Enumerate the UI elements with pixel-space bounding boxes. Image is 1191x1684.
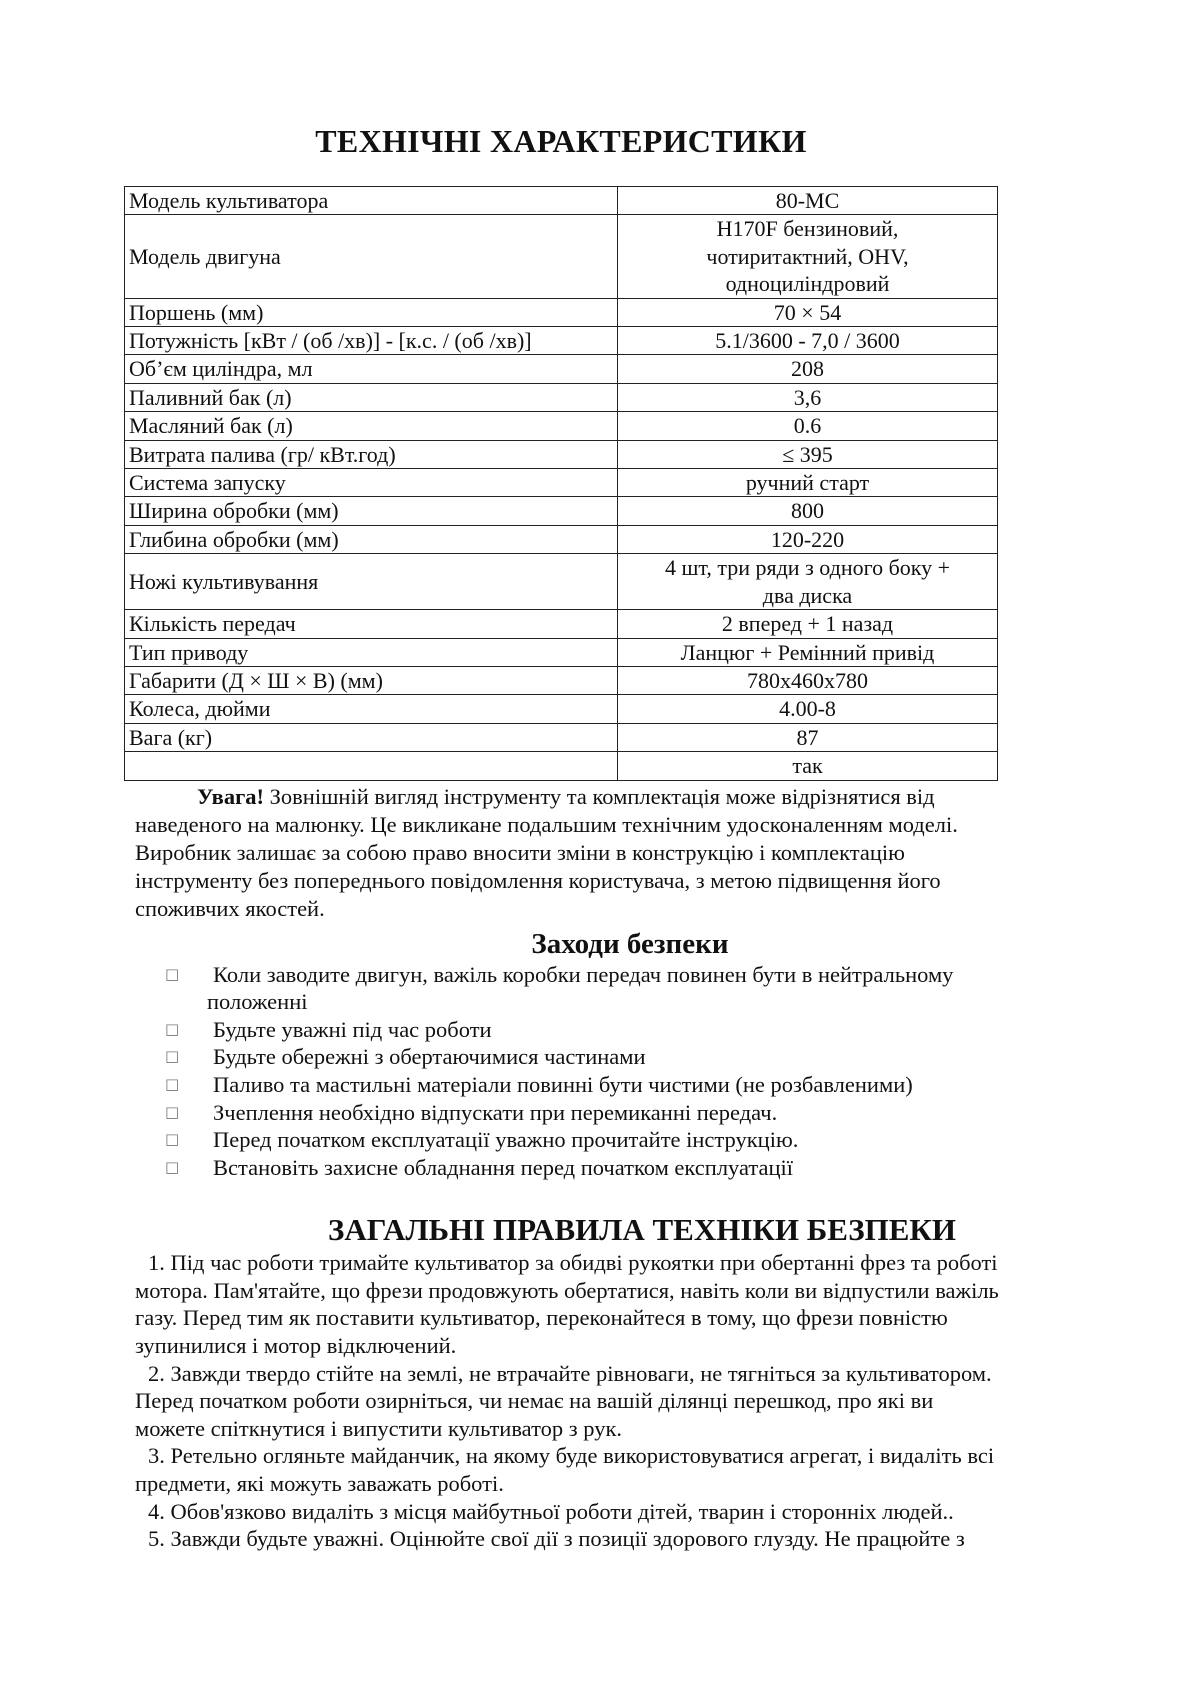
rule-line: 5. Завжди будьте уважні. Оцінюйте свої дії з позиції здорового глузду. Не працюйте з (148, 1526, 965, 1552)
table-row (125, 723, 998, 751)
rule-line: мотора. Пам'ятайте, що фрези продовжують обертатися, навіть коли ви відпустили важіль (135, 1277, 999, 1303)
spec-value (618, 412, 998, 440)
bullet-box-icon: □ (165, 1157, 180, 1176)
table-row (125, 412, 998, 440)
safety-list (0, 961, 1191, 1182)
list-item-text: Паливо та мастильні матеріали повинні бути чистими (не розбавленими) (213, 1071, 913, 1097)
table-row (125, 666, 998, 694)
spec-value (618, 695, 998, 723)
spec-value (618, 215, 998, 298)
spec-value-line: 80-МС (775, 188, 840, 213)
spec-value-line: H170F бензиновий, (716, 216, 899, 242)
table-row (125, 355, 998, 383)
note-warning-label: Увага! (197, 783, 265, 809)
table-row (125, 469, 998, 497)
bullet-box-icon: □ (165, 1047, 180, 1066)
note-line (135, 783, 1085, 811)
note-line: споживчих якостей. (135, 895, 325, 921)
rule-line: 2. Завжди твердо стійте на землі, не втрачайте рівноваги, не тягніться за культиватором. (148, 1360, 992, 1386)
spec-value-line: ручний старт (745, 470, 870, 496)
list-item-text: Встановіть захисне обладнання перед початком експлуатації (213, 1154, 794, 1180)
rule-line: можете спіткнутися і випустити культиватор з рук. (135, 1415, 623, 1441)
list-item-text: Перед початком експлуатації уважно прочитайте інструкцію. (213, 1127, 799, 1153)
list-item (0, 1071, 1191, 1099)
spec-label: Система запуску (125, 469, 618, 497)
spec-value (618, 525, 998, 553)
spec-label: Об’єм циліндра, мл (125, 355, 618, 383)
spec-value-line: Ланцюг + Ремінний привід (680, 639, 935, 665)
list-item (0, 1043, 1191, 1071)
spec-value-line: 4.00-8 (779, 696, 836, 722)
rule-line: 4. Обов'язково видаліть з місця майбутньої роботи дітей, тварин і сторонніх людей.. (148, 1498, 954, 1524)
table-row (125, 554, 998, 610)
spec-label: Глибина обробки (мм) (125, 525, 618, 553)
table-row (125, 440, 998, 468)
rule-line: газу. Перед тим як поставити культиватор, переконайтеся в тому, що фрези повністю (135, 1305, 948, 1331)
spec-value (618, 383, 998, 411)
spec-value-line: 87 (796, 724, 819, 750)
list-item-text: Коли заводите двигун, важіль коробки передач повинен бути в нейтральному (213, 961, 954, 987)
rule-line: 3. Ретельно огляньте майданчик, на якому буде використовуватися агрегат, і видаліть всі (148, 1443, 995, 1469)
spec-value (618, 610, 998, 638)
spec-label: Кількість передач (125, 610, 618, 638)
spec-value-line: 208 (791, 356, 824, 382)
bullet-box-icon: □ (165, 1074, 180, 1093)
spec-value-line: чотиритактний, OHV, (706, 243, 909, 269)
table-row (125, 497, 998, 525)
table-row (125, 638, 998, 666)
spec-label: Колеса, дюйми (125, 695, 618, 723)
note-line: Виробник залишає за собою право вносити зміни в конструкцію і комплектацію (135, 839, 905, 865)
spec-label: Габарити (Д × Ш × В) (мм) (125, 666, 618, 694)
spec-value (618, 666, 998, 694)
note-line: наведеного на малюнку. Це викликане подальшим технічним удосконаленням моделі. (135, 811, 958, 837)
spec-label: Модель двигуна (125, 215, 618, 298)
list-item-text: Будьте уважні під час роботи (213, 1016, 492, 1042)
rules-list (135, 1249, 1085, 1553)
spec-value (618, 187, 998, 215)
spec-label (125, 752, 618, 780)
spec-label: Модель культиватора (125, 187, 618, 215)
table-row (125, 695, 998, 723)
spec-label: Тип приводу (125, 638, 618, 666)
table-row (125, 383, 998, 411)
list-item (0, 1154, 1191, 1182)
spec-value-line: 780x460x780 (747, 667, 868, 693)
table-row (125, 215, 998, 298)
rules-heading: ЗАГАЛЬНІ ПРАВИЛА ТЕХНІКИ БЕЗПЕКИ (327, 1212, 957, 1248)
spec-value (618, 440, 998, 468)
list-item-text: положенні (207, 989, 308, 1015)
note-lines (135, 811, 1085, 923)
table-row (125, 298, 998, 326)
spec-label: Поршень (мм) (125, 298, 618, 326)
note-line: інструменту без попереднього повідомлення користувача, з метою підвищення його (135, 867, 941, 893)
table-row (125, 610, 998, 638)
spec-label: Ножі культивування (125, 554, 618, 610)
spec-label: Вага (кг) (125, 723, 618, 751)
list-item (0, 1099, 1191, 1127)
spec-value-line: ≤ 395 (782, 441, 833, 467)
rule-line: предмети, які можуть заважать роботі. (135, 1471, 504, 1497)
spec-value-line: 800 (791, 498, 824, 524)
list-item (0, 961, 1191, 1016)
spec-value (618, 638, 998, 666)
safety-heading: Заходи безпеки (531, 927, 729, 960)
table-row (125, 327, 998, 355)
bullet-box-icon: □ (165, 964, 180, 983)
table-row (125, 752, 998, 780)
spec-label: Потужність [кВт / (об /хв)] - [к.с. / (об /хв)] (125, 327, 618, 355)
spec-label: Ширина обробки (мм) (125, 497, 618, 525)
spec-label: Витрата палива (гр/ кВт.год) (125, 440, 618, 468)
table-row (125, 525, 998, 553)
bullet-box-icon: □ (165, 1130, 180, 1149)
spec-value-line: 3,6 (793, 384, 822, 410)
table-row (125, 187, 998, 215)
rule-line: зупинилися і мотор відключений. (135, 1333, 457, 1359)
spec-value (618, 497, 998, 525)
spec-value (618, 554, 998, 610)
page-title: ТЕХНІЧНІ ХАРАКТЕРИСТИКИ (315, 123, 807, 159)
spec-value-line: 0.6 (793, 413, 822, 439)
spec-value-line: два диска (762, 582, 853, 608)
list-item (0, 1016, 1191, 1044)
spec-value (618, 469, 998, 497)
spec-label: Масляний бак (л) (125, 412, 618, 440)
spec-value (618, 723, 998, 751)
bullet-box-icon: □ (165, 1102, 180, 1121)
bullet-box-icon: □ (165, 1019, 180, 1038)
list-item-text: Зчеплення необхідно відпускати при перемиканні передач. (213, 1099, 778, 1125)
spec-value-line: так (792, 753, 823, 779)
note-first-line: Зовнішній вигляд інструменту та комплектація може відрізнятися від (264, 783, 935, 809)
rule-line: Перед початком роботи озирніться, чи немає на вашій ділянці перешкод, про які ви (135, 1388, 934, 1414)
spec-table (124, 186, 998, 781)
list-item-text: Будьте обережні з обертаючимися частинами (213, 1044, 646, 1070)
spec-value-line: 120-220 (770, 526, 845, 552)
spec-value-line: 70 × 54 (773, 299, 842, 325)
note-paragraph (135, 783, 1085, 923)
spec-value-line: 4 шт, три ряди з одного боку + (664, 555, 951, 581)
list-item (0, 1126, 1191, 1154)
spec-value-line: 5.1/3600 - 7,0 / 3600 (715, 328, 900, 354)
spec-value (618, 355, 998, 383)
spec-value-line: 2 вперед + 1 назад (721, 611, 894, 637)
spec-value (618, 752, 998, 780)
spec-value-line: одноциліндровий (725, 271, 890, 297)
spec-value (618, 327, 998, 355)
rule-line: 1. Під час роботи тримайте культиватор за обидві рукоятки при обертанні фрез та роботі (148, 1250, 998, 1276)
spec-label: Паливний бак (л) (125, 383, 618, 411)
spec-value (618, 298, 998, 326)
